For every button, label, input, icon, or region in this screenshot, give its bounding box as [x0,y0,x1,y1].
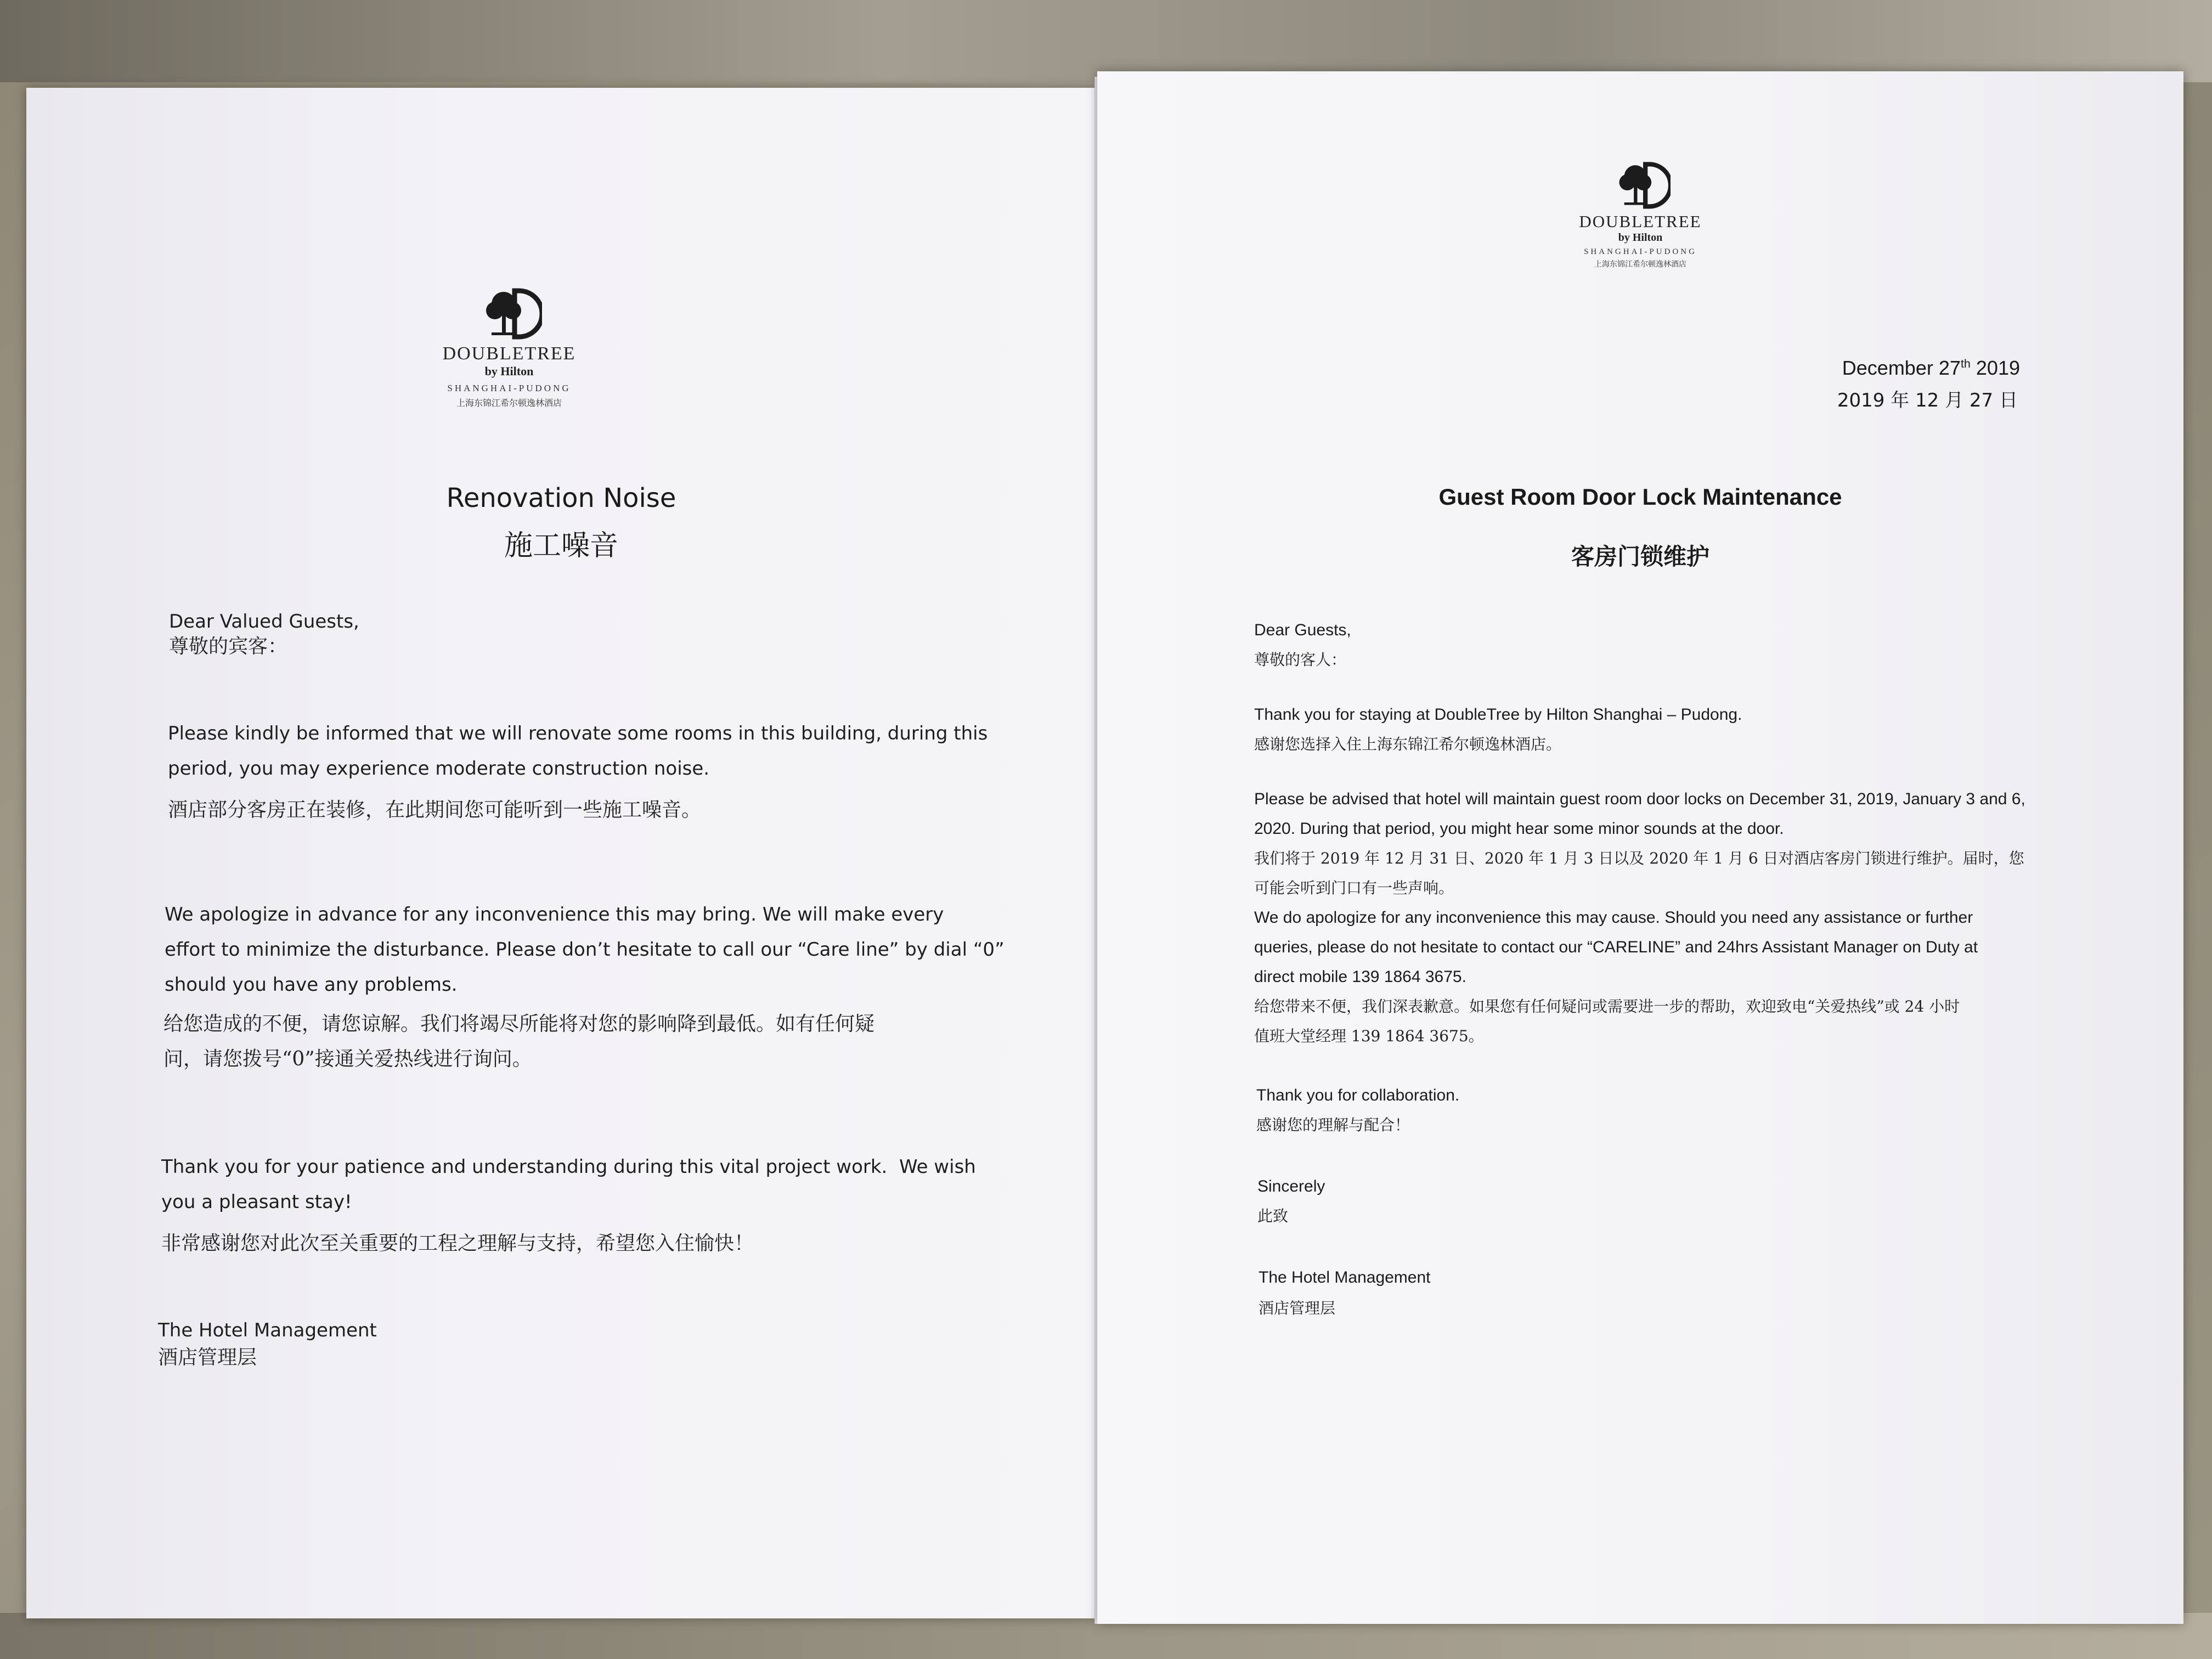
brand-by: by Hilton [484,364,534,378]
greeting-en: Dear Guests, [1254,621,1351,639]
doubletree-logo [416,285,602,409]
signature-cn: 酒店管理层 [158,1346,257,1369]
renovation-noise-letter [26,88,1096,1618]
letter-title-cn: 客房门锁维护 [1571,543,1709,570]
brand-location: SHANGHAI-PUDONG [447,383,571,393]
letter-date-cn: 2019 年 12 月 27 日 [1837,390,2018,411]
signature-cn: 酒店管理层 [1259,1299,1336,1317]
apology-en: We do apologize for any inconvenience this may cause. Should you need any assistance or further queries, please do not hesitate to contact our “CARELINE” and 24hrs Assistant Manager on Duty at direct mobile 139 1864 3675. [1254,909,1978,986]
tree-icon [476,285,542,340]
brand-name: DOUBLETREE [442,343,576,364]
signature-en: The Hotel Management [1259,1268,1431,1286]
tree-icon [1610,159,1671,210]
paragraph-2-en: We apologize in advance for any inconvenience this may bring. We will make every effort to minimize the disturbance. Please don’t hesitate to call our “Care line” by dial “0” should you have any problems. [165,904,1005,996]
letter-title-en: Renovation Noise [446,483,676,514]
letter-title-en: Guest Room Door Lock Maintenance [1438,484,1842,510]
letter-title-cn: 施工噪音 [504,529,618,562]
table-surface-top [0,0,2212,82]
maintenance-notice-en: Please be advised that hotel will maintain guest room door locks on December 31, 2019, January 3 and 6, 2020. During that period, you might hear some minor sounds at the door. [1254,790,2025,838]
doubletree-logo [1558,159,1723,269]
signature-en: The Hotel Management [158,1319,377,1341]
maintenance-notice-cn: 我们将于 2019 年 12 月 31 日、2020 年 1 月 3 日以及 2020 年 1 月 6 日对酒店客房门锁进行维护。届时，您 可能会听到门口有一些声响。 [1254,849,2024,897]
date-ordinal: th [1960,357,1971,370]
brand-name: DOUBLETREE [1579,212,1702,231]
paragraph-1-cn: 酒店部分客房正在装修，在此期间您可能听到一些施工噪音。 [168,799,702,821]
brand-location: SHANGHAI-PUDONG [1584,247,1697,256]
date-month-day: December 27 [1842,357,1961,379]
paragraph-2-cn: 给您造成的不便，请您谅解。我们将竭尽所能将对您的影响降到最低。如有任何疑 问，请您拨号“0”接通关爱热线进行询问。 [163,1013,875,1070]
greeting-cn: 尊敬的客人： [1254,651,1347,669]
door-lock-maintenance-letter [1097,71,2183,1624]
date-year: 2019 [1970,357,2020,379]
paragraph-3-en: Thank you for your patience and understanding during this vital project work. We wish you a pleasant stay! [161,1156,976,1213]
thanks-en: Thank you for staying at DoubleTree by Hilton Shanghai – Pudong. [1254,706,1742,724]
paragraph-3-cn: 非常感谢您对此次至关重要的工程之理解与支持，希望您入住愉快！ [161,1232,754,1255]
letter-date-en [1842,357,2020,380]
paragraph-1-en: Please kindly be informed that we will renovate some rooms in this building, during this period, you may experience moderate construction noise. [168,723,988,780]
brand-location-cn: 上海东锦江希尔顿逸林酒店 [1594,261,1686,269]
apology-cn: 给您带来不便，我们深表歉意。如果您有任何疑问或需要进一步的帮助，欢迎致电“关爱热线”或 24 小时 值班大堂经理 139 1864 3675。 [1254,997,1960,1045]
brand-by: by Hilton [1618,232,1663,244]
collaboration-en: Thank you for collaboration. [1256,1086,1460,1104]
thanks-cn: 感谢您选择入住上海东锦江希尔顿逸林酒店。 [1254,735,1562,753]
greeting-en: Dear Valued Guests, [169,611,359,633]
sincerely-cn: 此致 [1257,1207,1289,1225]
brand-location-cn: 上海东锦江希尔顿逸林酒店 [456,399,562,408]
collaboration-cn: 感谢您的理解与配合！ [1256,1116,1410,1134]
sincerely-en: Sincerely [1257,1177,1325,1195]
greeting-cn: 尊敬的宾客： [169,635,288,658]
